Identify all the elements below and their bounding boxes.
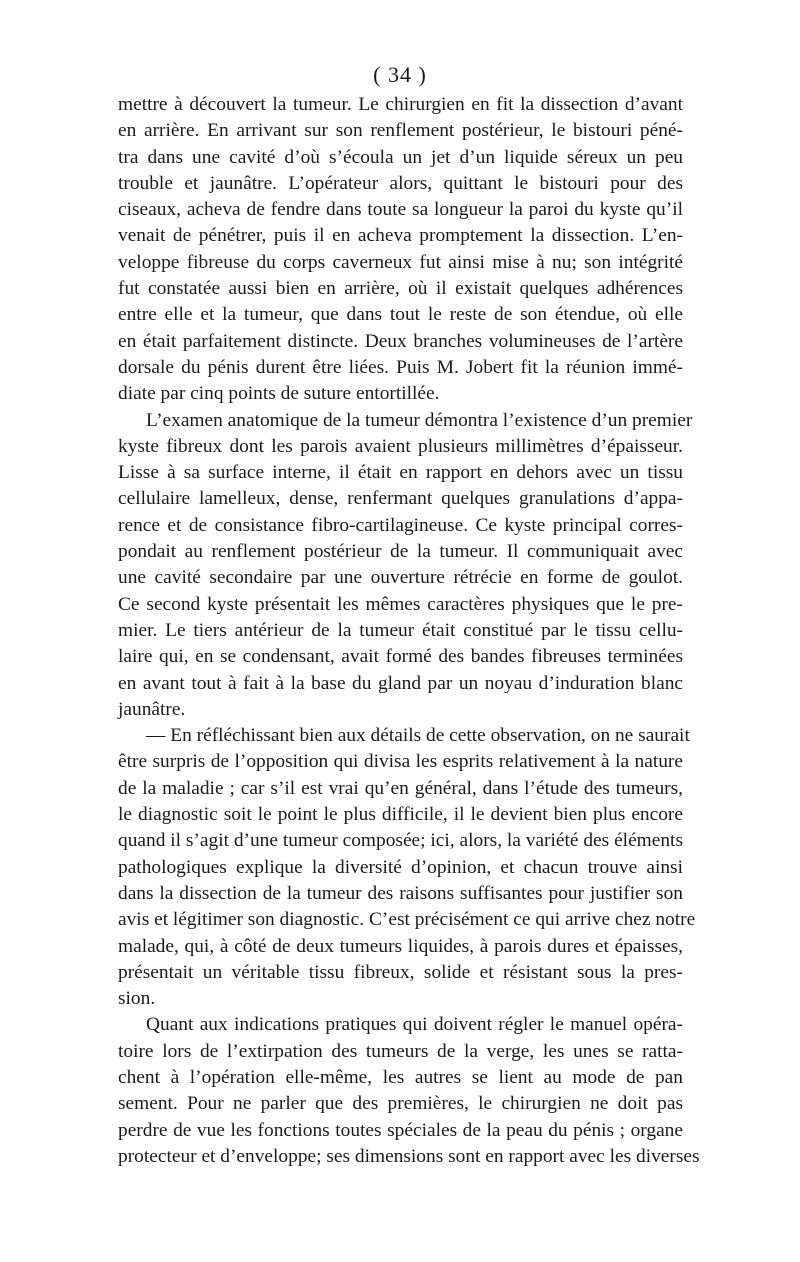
text-line: tra dans une cavité d’où s’écoula un jet d’un liquide séreux un peu	[118, 146, 683, 168]
text-line: pondait au renflement postérieur de la tumeur. Il communiquait avec	[118, 541, 683, 563]
text-line: venait de pénétrer, puis il en acheva promptement la dissection. L’en-	[118, 225, 683, 247]
text-line: perdre de vue les fonctions toutes spéciales de la peau du pénis ; organe	[118, 1119, 683, 1141]
text-line: sement. Pour ne parler que des premières, le chirurgien ne doit pas	[118, 1093, 683, 1115]
body-text	[118, 92, 700, 1170]
text-line: diate par cinq points de suture entortillée.	[118, 383, 440, 405]
text-line: jaunâtre.	[118, 698, 186, 720]
page-number: ( 34 )	[373, 62, 427, 87]
text-line: trouble et jaunâtre. L’opérateur alors, quittant le bistouri pour des	[118, 172, 683, 194]
text-line: en arrière. En arrivant sur son renflement postérieur, le bistouri péné-	[118, 120, 683, 142]
text-line: le diagnostic soit le point le plus difficile, il le devient bien plus encore	[118, 804, 683, 826]
text-line: protecteur et d’enveloppe; ses dimensions sont en rapport avec les diverses	[118, 1145, 700, 1167]
text-line: avis et légitimer son diagnostic. C’est précisément ce qui arrive chez notre	[118, 909, 696, 931]
text-line: entre elle et la tumeur, que dans tout le reste de son étendue, où elle	[118, 304, 683, 326]
text-line: Lisse à sa surface interne, il était en rapport en dehors avec un tissu	[118, 462, 683, 484]
text-line: chent à l’opération elle-même, les autres se lient au mode de pan	[118, 1066, 683, 1088]
text-line: en avant tout à fait à la base du gland par un noyau d’induration blanc	[118, 672, 683, 694]
text-line: une cavité secondaire par une ouverture rétrécie en forme de goulot.	[118, 567, 683, 589]
text-line: pathologiques explique la diversité d’opinion, et chacun trouve ainsi	[118, 856, 683, 878]
text-line: de la maladie ; car s’il est vrai qu’en général, dans l’étude des tumeurs,	[118, 777, 683, 799]
text-line: présentait un véritable tissu fibreux, solide et résistant sous la pres-	[118, 961, 683, 983]
text-line: Ce second kyste présentait les mêmes caractères physiques que le pre-	[118, 593, 683, 615]
text-line: sion.	[118, 988, 156, 1010]
text-line: dorsale du pénis durent être liées. Puis M. Jobert fit la réunion immé-	[118, 356, 683, 378]
text-line: rence et de consistance fibro-cartilagineuse. Ce kyste principal corres-	[118, 514, 683, 536]
text-line: L’examen anatomique de la tumeur démontra l’existence d’un premier	[146, 409, 693, 431]
text-line: veloppe fibreuse du corps caverneux fut ainsi mise à nu; son intégrité	[118, 251, 683, 273]
text-line: cellulaire lamelleux, dense, renfermant quelques granulations d’appa-	[118, 488, 683, 510]
text-line: être surpris de l’opposition qui divisa les esprits relativement à la nature	[118, 751, 683, 773]
text-line: — En réfléchissant bien aux détails de cette observation, on ne saurait	[146, 725, 690, 747]
text-line: Quant aux indications pratiques qui doivent régler le manuel opéra-	[146, 1014, 683, 1036]
text-line: laire qui, en se condensant, avait formé des bandes fibreuses terminées	[118, 646, 683, 668]
text-line: mier. Le tiers antérieur de la tumeur était constitué par le tissu cellu-	[118, 619, 683, 641]
text-line: quand il s’agit d’une tumeur composée; ici, alors, la variété des éléments	[118, 830, 683, 852]
text-line: dans la dissection de la tumeur des raisons suffisantes pour justifier son	[118, 882, 683, 904]
text-line: en était parfaitement distincte. Deux branches volumineuses de l’artère	[118, 330, 683, 352]
text-line: mettre à découvert la tumeur. Le chirurgien en fit la dissection d’avant	[118, 94, 683, 115]
text-line: kyste fibreux dont les parois avaient plusieurs millimètres d’épaisseur.	[118, 435, 683, 457]
text-line: fut constatée aussi bien en arrière, où il existait quelques adhérences	[118, 278, 683, 300]
text-line: ciseaux, acheva de fendre dans toute sa longueur la paroi du kyste qu’il	[118, 199, 683, 221]
text-line: toire lors de l’extirpation des tumeurs de la verge, les unes se ratta-	[118, 1040, 683, 1062]
text-line: malade, qui, à côté de deux tumeurs liquides, à parois dures et épaisses,	[118, 935, 683, 957]
